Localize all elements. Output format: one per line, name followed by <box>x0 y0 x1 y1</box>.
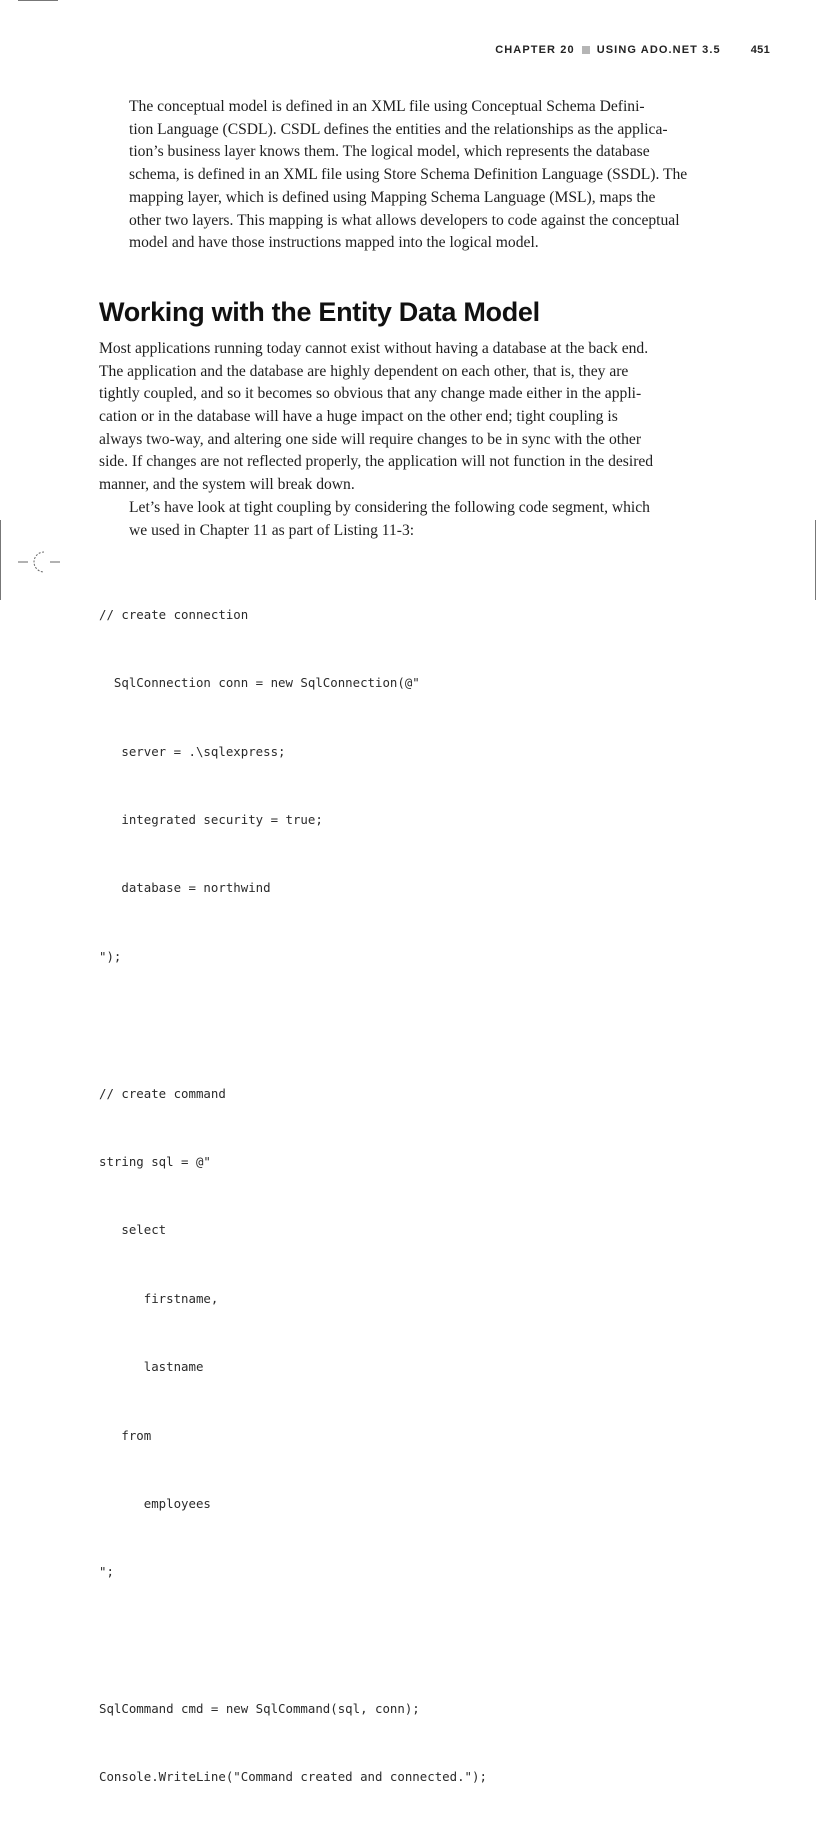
code-line: "); <box>99 948 122 964</box>
section-heading: Working with the Entity Data Model <box>99 296 540 327</box>
code-line: firstname, <box>99 1290 219 1306</box>
text-line: tightly coupled, and so it becomes so obvious that any change made either in the appli- <box>99 385 642 403</box>
page-body <box>99 96 717 1835</box>
text-line: other two layers. This mapping is what allows developers to code against the conceptual <box>129 211 680 229</box>
code-line: integrated security = true; <box>99 812 323 828</box>
chapter-label: CHAPTER 20 <box>495 44 575 56</box>
text-line: manner, and the system will break down. <box>99 476 355 494</box>
code-line: // create command <box>99 1085 226 1101</box>
code-line-blank <box>99 1014 717 1037</box>
text-line: we used in Chapter 11 as part of Listing 11-3: <box>129 521 415 539</box>
text-line: The conceptual model is defined in an XML file using Conceptual Schema Defini- <box>129 98 645 115</box>
code-line: employees <box>99 1495 211 1511</box>
code-line: Console.WriteLine("Command created and connected."); <box>99 1769 487 1785</box>
intro-paragraph <box>99 96 717 255</box>
text-line: Let’s have look at tight coupling by considering the following code segment, which <box>129 498 650 516</box>
text-line: The application and the database are highly dependent on each other, that is, they are <box>99 362 629 380</box>
code-line: string sql = @" <box>99 1153 211 1169</box>
code-line: from <box>99 1427 152 1443</box>
code-line: "; <box>99 1564 114 1580</box>
text-line: cation or in the database will have a huge impact on the other end; tight coupling is <box>99 408 618 426</box>
running-head <box>495 44 770 56</box>
code-line: database = northwind <box>99 880 271 896</box>
text-line: always two-way, and altering one side will require changes to be in sync with the other <box>99 430 642 448</box>
crop-mark-left <box>0 520 1 600</box>
text-line: Most applications running today cannot exist without having a database at the back end. <box>99 339 649 357</box>
chapter-title: USING ADO.NET 3.5 <box>596 44 721 56</box>
registration-mark-icon <box>18 548 62 578</box>
text-line: schema, is defined in an XML file using Store Schema Definition Language (SSDL). The <box>129 166 688 184</box>
section-paragraph-1 <box>99 338 717 497</box>
code-line: lastname <box>99 1359 204 1375</box>
text-line: tion’s business layer knows them. The logical model, which represents the database <box>129 143 650 161</box>
code-listing <box>99 558 717 1835</box>
code-line-blank <box>99 1630 717 1653</box>
separator-square-icon <box>582 46 590 54</box>
text-line: mapping layer, which is defined using Mapping Schema Language (MSL), maps the <box>129 188 656 206</box>
text-line: tion Language (CSDL). CSDL defines the entities and the relationships as the applica- <box>129 120 668 138</box>
section-paragraph-2 <box>99 497 717 542</box>
crop-mark-top <box>18 0 58 1</box>
page-number: 451 <box>750 44 770 56</box>
code-line: SqlConnection conn = new SqlConnection(@" <box>99 675 420 691</box>
code-line: // create connection <box>99 606 249 622</box>
text-line: side. If changes are not reflected properly, the application will not function in the desired <box>99 453 654 471</box>
code-line: SqlCommand cmd = new SqlCommand(sql, conn); <box>99 1701 420 1717</box>
code-line: select <box>99 1222 167 1238</box>
text-line: model and have those instructions mapped into the logical model. <box>129 234 539 252</box>
code-line: server = .\sqlexpress; <box>99 743 286 759</box>
